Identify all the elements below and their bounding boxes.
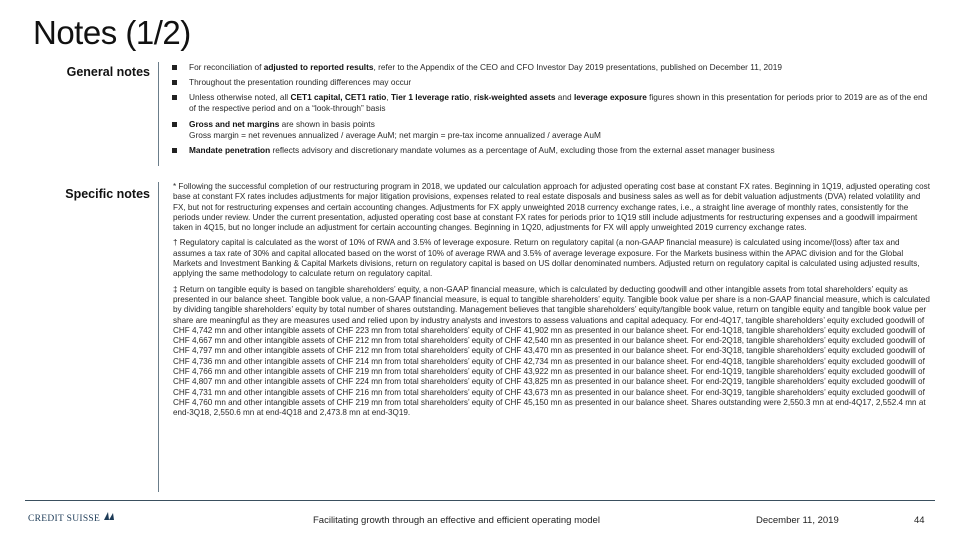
note-text: , — [386, 92, 391, 103]
general-note-item — [172, 77, 932, 88]
note-emphasis: leverage exposure — [573, 92, 647, 103]
note-emphasis: adjusted to reported results — [263, 62, 374, 72]
note-emphasis: Tier 1 leverage ratio — [391, 92, 470, 103]
general-note-item — [172, 92, 932, 114]
footer-tagline: Facilitating growth through an effective and efficient operating model — [313, 515, 600, 526]
square-bullet-icon — [172, 148, 177, 153]
note-text: reflects advisory and discretionary mandate volumes as a percentage of AuM, excluding those from the external asset manager business — [270, 144, 775, 155]
specific-notes-label: Specific notes — [65, 187, 150, 201]
general-note-item — [172, 119, 932, 141]
note-text: For reconciliation of — [189, 62, 264, 72]
logo-wordmark: CREDIT SUISSE — [28, 514, 101, 524]
note-text: are shown in basis points — [279, 118, 375, 129]
page-number: 44 — [914, 515, 925, 526]
footer-date: December 11, 2019 — [756, 515, 839, 526]
note-paragraph: † Regulatory capital is calculated as the worst of 10% of RWA and 3.5% of leverage exposure. Return on regulatory capital (a non-GAAP financial measure) is calculated using income/(loss) after tax and assumes a tax rate of 30% and capital allocated based on the worst of 10% of average RWA and 3.5% of average leverage exposure. For the Markets business within the APAC division and for the Global Markets and Investment Banking & Capital Markets divisions, return on regulatory capital is based on US dollar denominated numbers. Adjusted return on regulatory capital is calculated using adjusted results, applying the same methodology to calculate return on regulatory capital. — [173, 238, 920, 279]
note-text: , — [469, 92, 474, 103]
general-note-item — [172, 62, 932, 73]
note-emphasis: Gross and net margins — [189, 118, 280, 129]
note-text: Throughout the presentation rounding differences may occur — [189, 77, 412, 88]
section-divider — [158, 182, 159, 492]
sails-icon — [102, 510, 116, 522]
section-divider — [158, 62, 159, 166]
page-title: Notes (1/2) — [33, 14, 191, 51]
note-paragraph: * Following the successful completion of our restructuring program in 2018, we updated our calculation approach for adjusted operating cost base at constant FX rates. Beginning in 1Q19, adjusted operating cost base at constant FX rates includes adjustments for major litigation provisions, expenses related to real estate disposals and business sales as well as for debit valuation adjustments (DVA) related volatility and FX, but not for restructuring expenses and certain accounting changes. Adjustments for FX apply unweighted 2018 currency exchange rates, i.e., a straight line average of monthly rates, consistently for the periods under review. Under the current presentation, adjusted operating cost base at constant FX rates for periods prior to 1Q19 still include adjustments for restructuring expenses and a goodwill impairment taken in 4Q15, but no longer include an adjustment for certain accounting changes. Beginning in 1Q20, adjustments for FX will apply unweighted 2019 currency exchange rates. — [173, 182, 930, 233]
general-note-item — [172, 145, 932, 156]
credit-suisse-logo — [28, 506, 116, 532]
note-emphasis: risk-weighted assets — [473, 92, 556, 103]
note-text: figures shown in this presentation for periods prior to 2019 are as of the end of the respective period and on a “look-through” basis — [189, 92, 928, 114]
note-text: Unless otherwise noted, all — [189, 92, 291, 103]
note-emphasis: CET1 capital, CET1 ratio — [290, 92, 387, 103]
note-paragraph: ‡ Return on tangible equity is based on tangible shareholders’ equity, a non-GAAP financial measure, which is calculated by deducting goodwill and other intangible assets from total shareholders’ equity as presented in our balance sheet. Tangible book value, a non-GAAP financial measure, is equal to tangible shareholders’ equity. Tangible book value per share is a non-GAAP financial measure, which is calculated by dividing tangible shareholders’ equity by total number of shares outstanding. Management believes that tangible shareholders’ equity/tangible book value, return on tangible equity and tangible book value per share are meaningful as they are measures used and relied upon by industry analysts and investors to assess valuations and capital adequacy. For end-4Q17, tangible shareholders’ equity excluded goodwill of CHF 4,742 mn and other intangible assets of CHF 223 mn from total shareholders’ equity of CHF 41,902 mn as presented in our balance sheet. For end-1Q18, tangible shareholders’ equity excluded goodwill of CHF 4,667 mn and other intangible assets of CHF 212 mn from total shareholders’ equity of CHF 42,540 mn as presented in our balance sheet. For end-2Q18, tangible shareholders’ equity excluded goodwill of CHF 4,797 mn and other intangible assets of CHF 212 mn from total shareholders’ equity of CHF 43,470 mn as presented in our balance sheet. For end-3Q18, tangible shareholders’ equity excluded goodwill of CHF 4,736 mn and other intangible assets of CHF 214 mn from total shareholders’ equity of CHF 42,734 mn as presented in our balance sheet. For end-4Q18, tangible shareholders’ equity excluded goodwill of CHF 4,766 mn and other intangible assets of CHF 219 mn from total shareholders’ equity of CHF 43,922 mn as presented in our balance sheet. For end-1Q19, tangible shareholders’ equity excluded goodwill of CHF 4,807 mn and other intangible assets of CHF 224 mn from total shareholders’ equity of CHF 43,825 mn as presented in our balance sheet. For end-2Q19, tangible shareholders’ equity excluded goodwill of CHF 4,731 mn and other intangible assets of CHF 216 mn from total shareholders’ equity of CHF 43,673 mn as presented in our balance sheet. For end-3Q19, tangible shareholders’ equity excluded goodwill of CHF 4,760 mn and other intangible assets of CHF 219 mn from total shareholders’ equity of CHF 45,150 mn as presented in our balance sheet. Shares outstanding were 2,550.3 mn at end-4Q17, 2,552.4 mn at end-3Q18, 2,550.6 mn at end-4Q18 and 2,473.8 mn at end-3Q19. — [173, 284, 930, 418]
square-bullet-icon — [172, 65, 177, 70]
note-text: and — [555, 92, 574, 103]
square-bullet-icon — [172, 95, 177, 100]
note-text: , refer to the Appendix of the CEO and CFO Investor Day 2019 presentations, published on December 11, 2019 — [373, 62, 782, 72]
note-text: Gross margin = net revenues annualized / average AuM; net margin = pre-tax income annualized / average AuM — [189, 129, 601, 140]
general-notes-label: General notes — [66, 65, 150, 79]
specific-notes-body — [173, 182, 931, 424]
general-notes-list — [172, 62, 932, 160]
note-emphasis: Mandate penetration — [189, 144, 271, 155]
square-bullet-icon — [172, 80, 177, 85]
square-bullet-icon — [172, 122, 177, 127]
footer-rule — [25, 500, 935, 501]
